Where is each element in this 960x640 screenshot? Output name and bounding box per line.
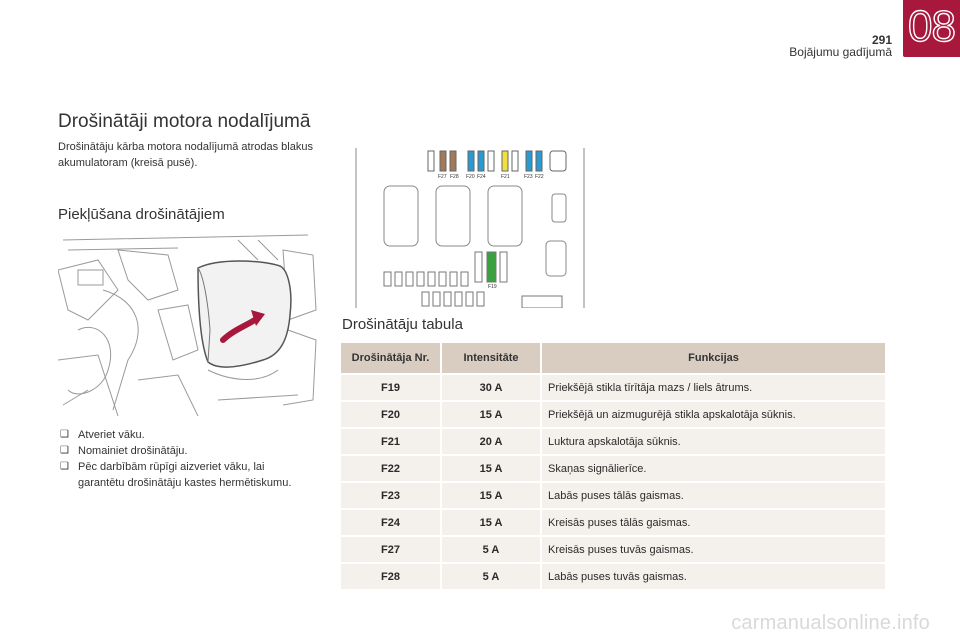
chapter-number: 08 bbox=[908, 2, 955, 51]
fuse-intensity: 5 A bbox=[441, 563, 541, 589]
list-item bbox=[60, 443, 310, 459]
fuse-intensity: 20 A bbox=[441, 428, 541, 455]
fusebox-diagram bbox=[354, 146, 588, 308]
fuse-table bbox=[341, 343, 885, 589]
list-item bbox=[60, 427, 310, 443]
fuse-function: Luktura apskalotāja sūknis. bbox=[541, 428, 885, 455]
table-row bbox=[341, 374, 885, 401]
fuse-function: Kreisās puses tuvās gaismas. bbox=[541, 536, 885, 563]
fuse-number: F24 bbox=[341, 509, 441, 536]
table-row bbox=[341, 482, 885, 509]
fuse-label-f19: F19 bbox=[488, 284, 497, 290]
fuse-f20 bbox=[468, 151, 474, 171]
page-number: 291 bbox=[871, 33, 892, 47]
table-row bbox=[341, 536, 885, 563]
fuse-f21 bbox=[502, 151, 508, 171]
fuse-label-f20: F20 bbox=[466, 174, 475, 180]
fuse-function: Priekšējā un aizmugurējā stikla apskalotāja sūknis. bbox=[541, 401, 885, 428]
fuse-intensity: 15 A bbox=[441, 509, 541, 536]
fuse-function: Labās puses tuvās gaismas. bbox=[541, 563, 885, 589]
checkbox-tick-icon: ❑ bbox=[60, 429, 69, 440]
table-title: Drošinātāju tabula bbox=[342, 316, 463, 333]
fuse-function: Priekšējā stikla tīrītāja mazs / liels ātrums. bbox=[541, 374, 885, 401]
fuse-label-f24: F24 bbox=[477, 174, 486, 180]
fuse-f27 bbox=[440, 151, 446, 171]
fuse-label-f21: F21 bbox=[501, 174, 510, 180]
column-header-intensity: Intensitāte bbox=[441, 343, 541, 374]
fuse-number: F28 bbox=[341, 563, 441, 589]
fuse-intensity: 15 A bbox=[441, 401, 541, 428]
fuse-f24 bbox=[478, 151, 484, 171]
fuse-f22 bbox=[536, 151, 542, 171]
fuse-label-f28: F28 bbox=[450, 174, 459, 180]
column-header-functions: Funkcijas bbox=[541, 343, 885, 374]
fuse-number: F27 bbox=[341, 536, 441, 563]
fuse-intensity: 5 A bbox=[441, 536, 541, 563]
fuse-label-f23: F23 bbox=[524, 174, 533, 180]
steps-list bbox=[60, 427, 310, 491]
table-row bbox=[341, 428, 885, 455]
engine-compartment-illustration bbox=[58, 230, 318, 416]
step-text: Nomainiet drošinātāju. bbox=[78, 445, 188, 457]
list-item bbox=[60, 459, 310, 491]
fuse-f19 bbox=[487, 252, 496, 282]
fuse-label-f27: F27 bbox=[438, 174, 447, 180]
chapter-title: Bojājumu gadījumā bbox=[789, 45, 892, 59]
table-row bbox=[341, 563, 885, 589]
fuse-function: Kreisās puses tālās gaismas. bbox=[541, 509, 885, 536]
fuse-number: F20 bbox=[341, 401, 441, 428]
column-header-fuse-number: Drošinātāja Nr. bbox=[341, 343, 441, 374]
fuse-number: F23 bbox=[341, 482, 441, 509]
checkbox-tick-icon: ❑ bbox=[60, 445, 69, 456]
table-row bbox=[341, 401, 885, 428]
fuse-function: Skaņas signālierīce. bbox=[541, 455, 885, 482]
fuse-intensity: 30 A bbox=[441, 374, 541, 401]
fuse-label-f22: F22 bbox=[535, 174, 544, 180]
fuse-f28 bbox=[450, 151, 456, 171]
table-header-row bbox=[341, 343, 885, 374]
step-text: Pēc darbībām rūpīgi aizveriet vāku, lai garantētu drošinātāju kastes hermētiskumu. bbox=[78, 461, 292, 489]
fuse-number: F22 bbox=[341, 455, 441, 482]
watermark[interactable]: carmanualsonline.info bbox=[731, 612, 930, 634]
step-text: Atveriet vāku. bbox=[78, 429, 145, 441]
checkbox-tick-icon: ❑ bbox=[60, 461, 69, 472]
fuse-function: Labās puses tālās gaismas. bbox=[541, 482, 885, 509]
fuse-f23 bbox=[526, 151, 532, 171]
access-title: Piekļūšana drošinātājiem bbox=[58, 206, 225, 223]
fuse-number: F21 bbox=[341, 428, 441, 455]
section-title: Drošinātāji motora nodalījumā bbox=[58, 111, 311, 132]
intro-text: Drošinātāju kārba motora nodalījumā atrodas blakus akumulatoram (kreisā pusē). bbox=[58, 141, 313, 169]
table-row bbox=[341, 455, 885, 482]
fuse-intensity: 15 A bbox=[441, 482, 541, 509]
table-row bbox=[341, 509, 885, 536]
fuse-number: F19 bbox=[341, 374, 441, 401]
fuse-intensity: 15 A bbox=[441, 455, 541, 482]
